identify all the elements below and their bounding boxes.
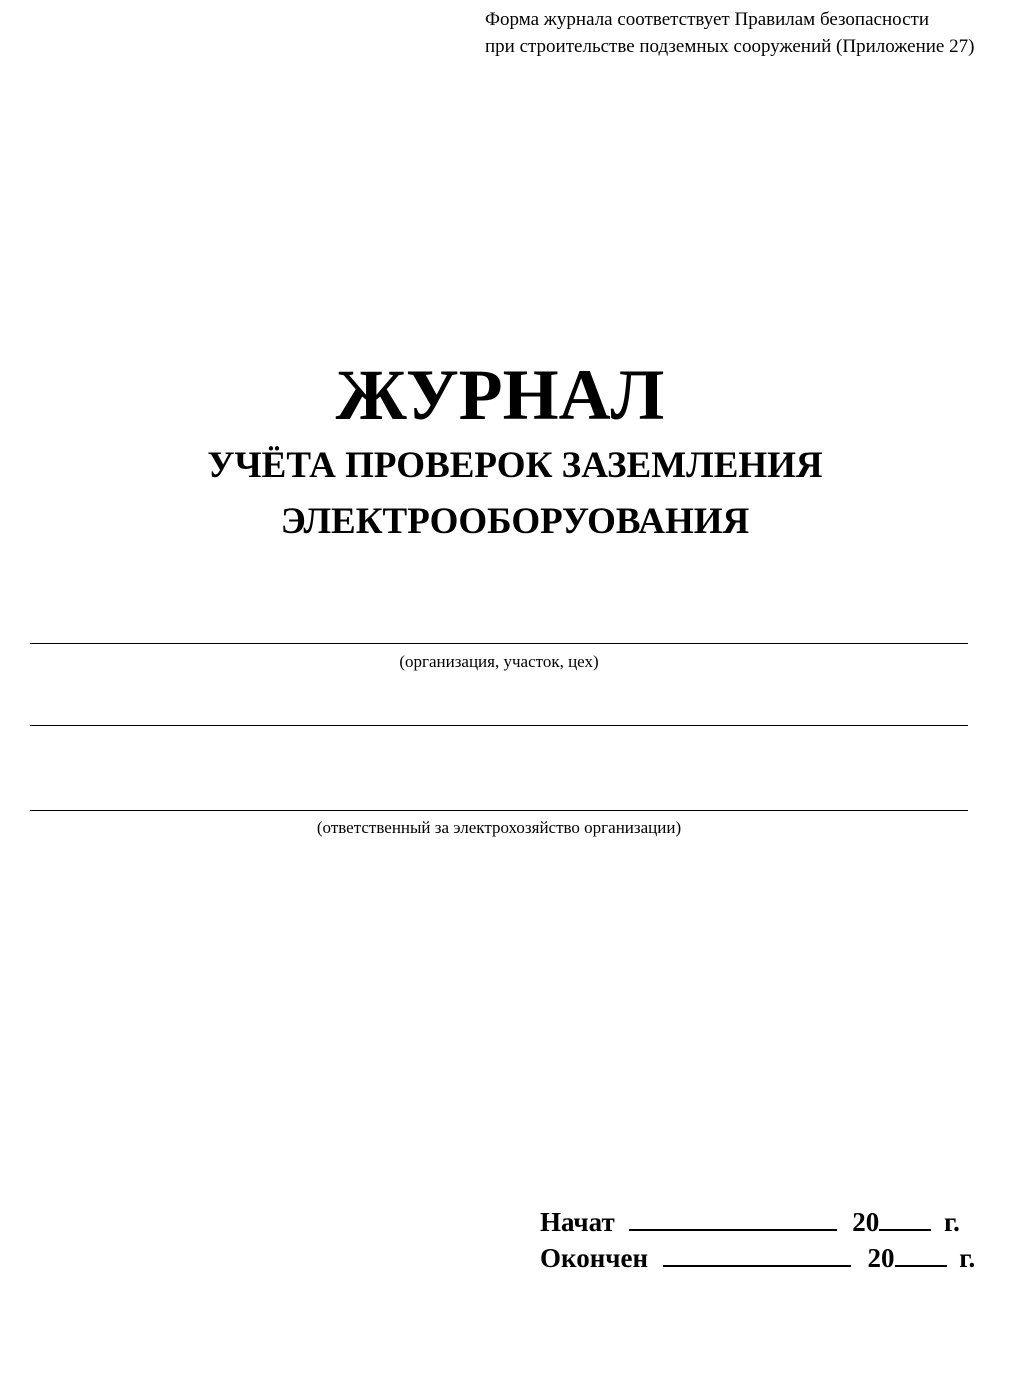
- ended-date-blank: [663, 1241, 851, 1267]
- journal-subtitle-line-2: ЭЛЕКТРООБОРУОВАНИЯ: [280, 501, 750, 542]
- started-year-blank: [879, 1205, 931, 1231]
- ended-year-blank: [895, 1241, 947, 1267]
- responsible-caption: (ответственный за электрохозяйство организации): [316, 818, 682, 837]
- ended-date-row: [540, 1240, 975, 1276]
- organization-blank-line: [30, 643, 968, 644]
- started-year-prefix: 20: [852, 1207, 880, 1237]
- started-label: Начат: [540, 1207, 615, 1237]
- journal-subtitle-line-1: УЧЁТА ПРОВЕРОК ЗАЗЕМЛЕНИЯ: [207, 445, 823, 486]
- started-year-suffix: г.: [943, 1207, 960, 1237]
- ended-year-prefix: 20: [867, 1243, 895, 1273]
- form-compliance-line-2: при строительстве подземных сооружений (Приложение 27): [485, 36, 975, 57]
- journal-title: ЖУРНАЛ: [335, 355, 665, 435]
- form-compliance-note: [485, 6, 1015, 60]
- form-compliance-line-1: Форма журнала соответствует Правилам безопасности: [485, 9, 930, 30]
- journal-dates: [540, 1204, 975, 1276]
- blank-line-2: [30, 725, 968, 726]
- started-date-row: [540, 1204, 975, 1240]
- ended-label: Окончен: [540, 1243, 649, 1273]
- ended-year-suffix: г.: [959, 1243, 976, 1273]
- started-date-blank: [629, 1205, 837, 1231]
- organization-caption: (организация, участок, цех): [399, 652, 599, 671]
- responsible-blank-line: [30, 810, 968, 811]
- journal-title-block: [0, 355, 1030, 547]
